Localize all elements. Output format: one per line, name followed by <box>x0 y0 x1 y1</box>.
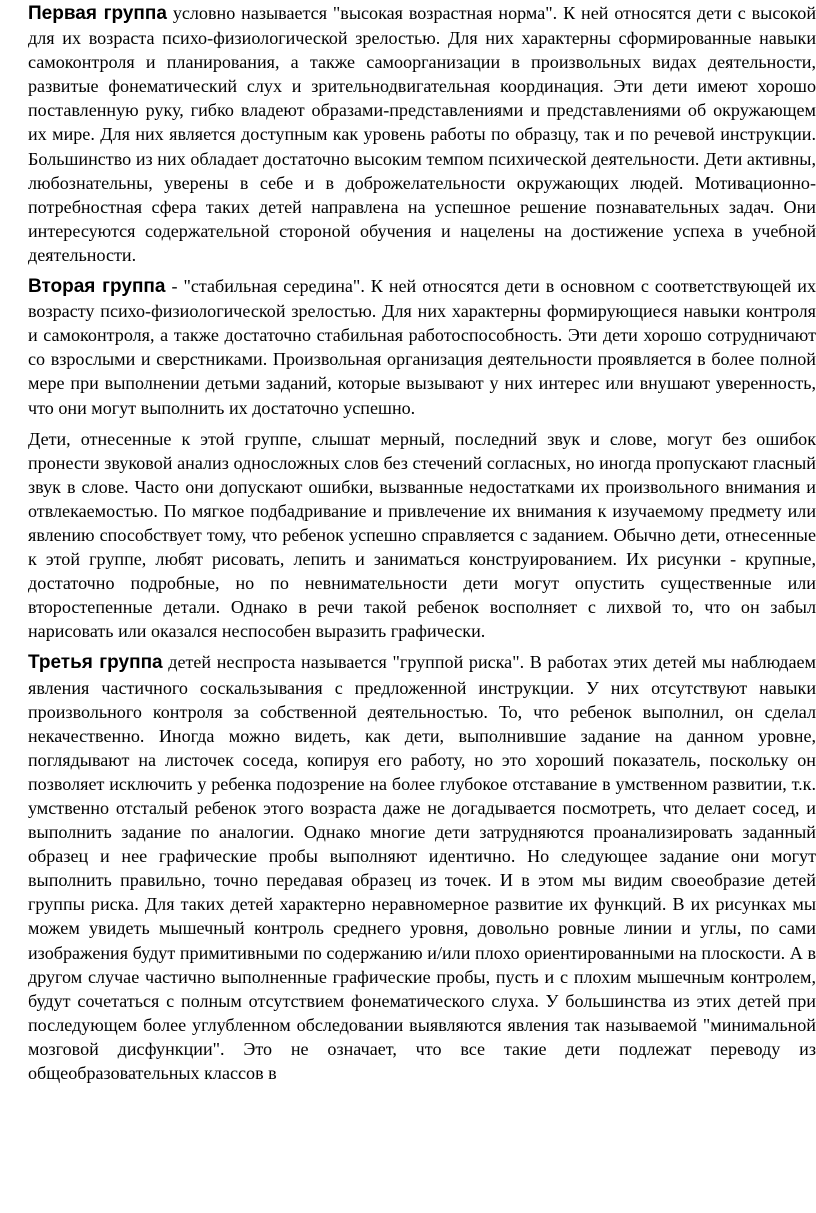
paragraph-second-group-details <box>28 427 816 644</box>
paragraph-third-group <box>28 650 816 1085</box>
paragraph-first-group <box>28 0 816 267</box>
paragraph-text: условно называется "высокая возрастная норма". К ней относятся дети с высокой для их возраста психо-физиологической зрелостью. Для них характерны сформированные навыки самоконтроля и планирования, а также самоорганизации в произвольных видах деятельности, развитые фонематический слух и зрительнодвигательная координация. Эти дети имеют хорошо поставленную руку, гибко владеют образами-представлениями и представлениями об окружающем их мире. Для них является доступным как уровень работы по образцу, так и по речевой инструкции. Большинство из них обладает достаточно высоким темпом психической деятельности. Дети активны, любознательны, уверены в себе и в доброжелательности окружающих людей. Мотивационно-потребностная сфера таких детей направлена на успешное решение познавательных задач. Они интересуются содержательной стороной обучения и нацелены на достижение успеха в учебной деятельности. <box>28 3 816 265</box>
heading-first-group: Первая группа <box>28 3 167 24</box>
paragraph-text: детей неспроста называется "группой риска". В работах этих детей мы наблюдаем явления частичного соскальзывания с предложенной инструкции. У них отсутствуют навыки произвольного контроля за собственной деятельностью. То, что ребенок выполнил, он сделал некачественно. Иногда можно видеть, как дети, выполнившие задание на данном уровне, поглядывают на листочек соседа, копируя его работу, но это хороший показатель, поскольку он позволяет исключить у ребенка подозрение на более глубокое отставание в умственном развитии, т.к. умственно отсталый ребенок этого возраста даже не догадывается посмотреть, что делает сосед, и выполнить задание по аналогии. Однако многие дети затрудняются проанализировать заданный образец и нее графические пробы выполняют идентично. Но следующее задание они могут выполнить правильно, точно передавая образец из точек. И в этом мы видим своеобразие детей группы риска. Для таких детей характерно неравномерное развитие их функций. В их рисунках мы можем увидеть мышечный контроль среднего уровня, довольно ровные линии и углы, по сами изображения будут примитивными по содержанию и/или плохо ориентированными на плоскости. А в другом случае частично выполненные графические пробы, пусть и с плохим мышечным контролем, будут сочетаться с полным отсутствием фонематического слуха. У большинства из этих детей при последующем более углубленном обследовании выявляются явления так называемой "минимальной мозговой дисфункции". Это не означает, что все такие дети подлежат переводу из общеобразовательных классов в <box>28 652 816 1084</box>
paragraph-text: - "стабильная середина". К ней относятся дети в основном с соответствующей их возрасту психо-физиологической зрелостью. Для них характерны формирующиеся навыки контроля и самоконтроля, а также достаточно стабильная работоспособность. Эти дети хорошо сотрудничают со взрослыми и сверстниками. Произвольная организация деятельности проявляется в более полной мере при выполнении детьми заданий, которые вызывают у них интерес или внушают уверенность, что они могут выполнить их достаточно успешно. <box>28 276 816 418</box>
paragraph-second-group <box>28 274 816 420</box>
paragraph-text: Дети, отнесенные к этой группе, слышат мерный, последний звук и слове, могут без ошибок пронести звуковой анализ односложных слов без стечений согласных, но иногда пропускают гласный звук в слове. Часто они допускают ошибки, вызванные недостатками их произвольного внимания и отвлекаемостью. По мягкое подбадривание и привлечение их внимания к изучаемому предмету или явлению способствует тому, что ребенок успешно справляется с заданием. Обычно дети, отнесенные к этой группе, любят рисовать, лепить и заниматься конструированием. Их рисунки - крупные, достаточно подробные, но по невнимательности дети могут опустить существенные или второстепенные детали. Однако в речи такой ребенок восполняет с лихвой то, что он забыл нарисовать или оказался неспособен выразить графически. <box>28 428 816 642</box>
heading-second-group: Вторая группа <box>28 276 166 298</box>
heading-third-group: Третья группа <box>28 652 163 674</box>
document-page <box>28 0 816 1085</box>
